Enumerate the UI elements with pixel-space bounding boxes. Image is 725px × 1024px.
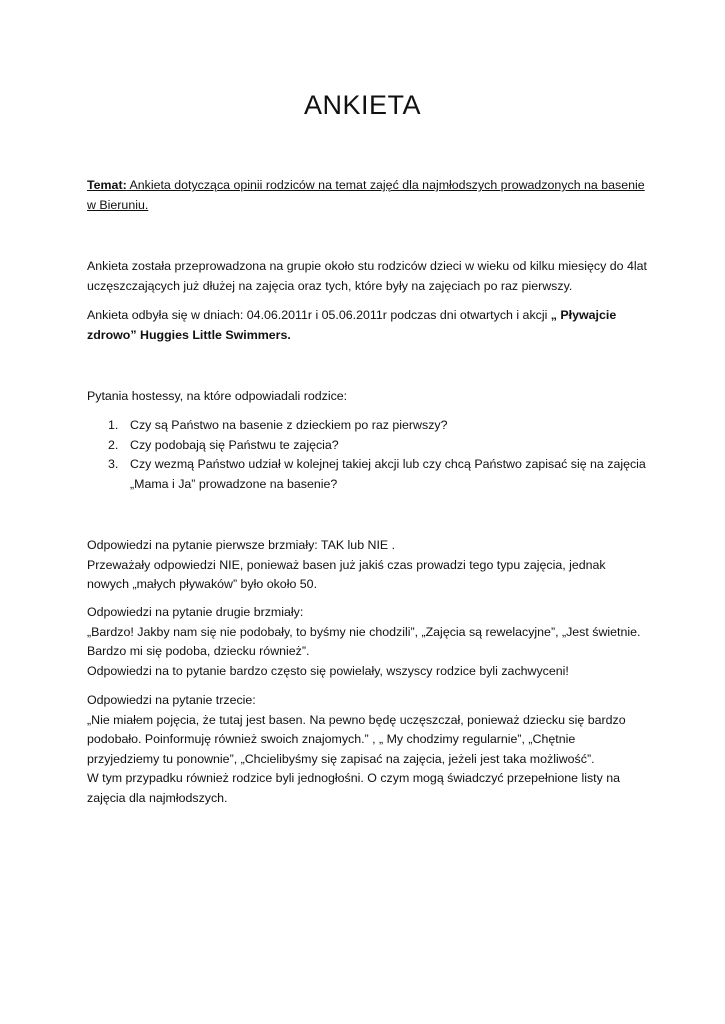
answer2-block bbox=[87, 603, 647, 681]
answer3-block bbox=[87, 691, 647, 809]
topic-label: Temat: bbox=[87, 178, 127, 192]
question-item bbox=[87, 455, 667, 494]
answer3-summary: W tym przypadku również rodzice byli jednogłośni. O czym mogą świadczyć przepełnione listy na zajęcia dla najmłodszych. bbox=[87, 771, 621, 805]
answer1-heading: Odpowiedzi na pytanie pierwsze brzmiały: TAK lub NIE . bbox=[87, 538, 396, 552]
question-number: 2. bbox=[108, 437, 119, 452]
answer2-quotes: „Bardzo! Jakby nam się nie podobały, to byśmy nie chodzili”, „Zajęcia są rewelacyjne”, „Jest świetnie. Bardzo mi się podoba, dziecku również”. bbox=[87, 624, 641, 659]
topic-paragraph bbox=[87, 176, 647, 215]
question-item bbox=[87, 416, 667, 436]
answer3-quotes: „Nie miałem pojęcia, że tutaj jest basen. Na pewno będę uczęszczał, ponieważ dziecku się bardzo podobało. Poinformuję również swoich znajomych.” , „ My chodzimy regularnie”, „Chętnie przyjedziemy tu ponownie”, „Chcielibyśmy się zapisać na zajęcia, jeżeli jest taka możliwość”. bbox=[87, 712, 626, 766]
intro-paragraph: Ankieta została przeprowadzona na grupie około stu rodziców dzieci w wieku od kilku miesięcy do 4lat uczęszczających już dłużej na zajęcia oraz tych, które były na zajęciach po raz pierwszy. bbox=[87, 259, 647, 293]
topic-text: Ankieta dotycząca opinii rodziców na temat zajęć dla najmłodszych prowadzonych na basenie w Bieruniu. bbox=[87, 178, 645, 212]
questions-list bbox=[87, 416, 667, 494]
question-number: 3. bbox=[108, 457, 119, 472]
question-text: Czy są Państwo na basenie z dzieckiem po raz pierwszy? bbox=[130, 418, 448, 432]
dates-paragraph bbox=[87, 306, 647, 345]
answer2-heading: Odpowiedzi na pytanie drugie brzmiały: bbox=[87, 605, 304, 619]
answer1-block bbox=[87, 536, 647, 595]
answer2-summary: Odpowiedzi na to pytanie bardzo często się powielały, wszyscy rodzice byli zachwyceni! bbox=[87, 663, 569, 678]
question-text: Czy wezmą Państwo udział w kolejnej takiej akcji lub czy chcą Państwo zapisać się na zajęcia „Mama i Ja” prowadzone na basenie? bbox=[130, 457, 646, 491]
document-title: ANKIETA bbox=[303, 90, 422, 120]
question-number: 1. bbox=[108, 418, 119, 432]
dates-text: Ankieta odbyła się w dniach: 04.06.2011r i 05.06.2011r podczas dni otwartych i akcji bbox=[87, 308, 551, 322]
question-item bbox=[87, 436, 667, 456]
questions-heading: Pytania hostessy, na które odpowiadali rodzice: bbox=[87, 389, 348, 403]
event-name: „ Pływajcie zdrowo” Huggies Little Swimmers. bbox=[87, 308, 617, 342]
answer3-heading: Odpowiedzi na pytanie trzecie: bbox=[87, 693, 256, 707]
answer1-text: Przeważały odpowiedzi NIE, ponieważ basen już jakiś czas prowadzi tego typu zajęcia, jednak nowych „małych pływaków” było około 50. bbox=[87, 557, 606, 592]
question-text: Czy podobają się Państwu te zajęcia? bbox=[130, 437, 339, 452]
